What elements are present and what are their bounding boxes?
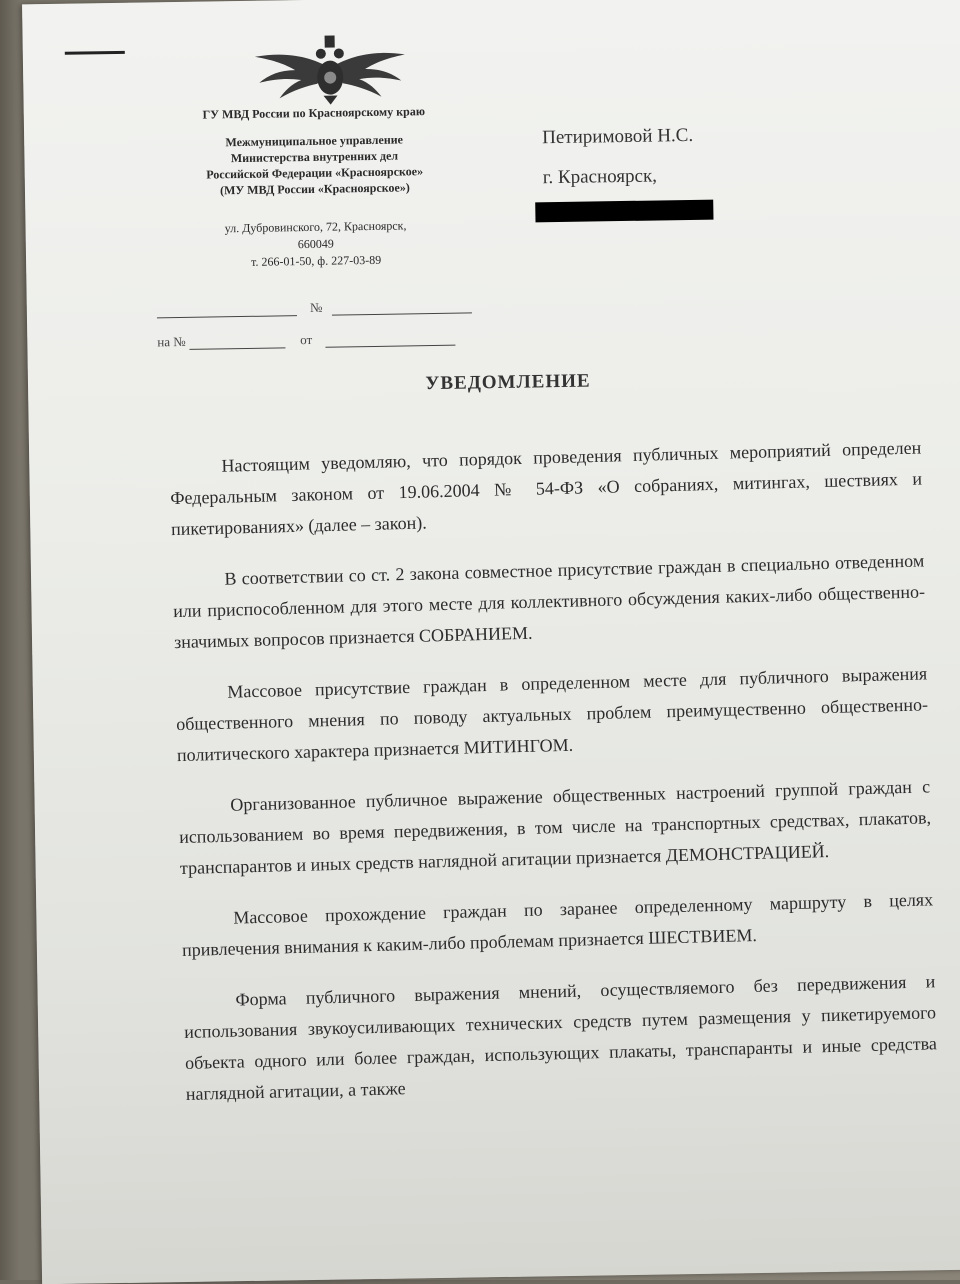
org-line: Министерства внутренних дел bbox=[230, 148, 399, 166]
paragraph: Форма публичного выражения мнений, осуществляемого без передвижения и использования звукоусиливающих технических средств путем размещения у пикетируемого объекта одного или более граждан, использующих плакаты, транспаранты и иные средства наглядной агитации, а также bbox=[184, 971, 938, 1104]
organization-name bbox=[134, 130, 495, 200]
reply-number-line bbox=[189, 333, 285, 350]
sender-address bbox=[135, 216, 496, 273]
document-title: УВЕДОМЛЕНИЕ bbox=[425, 370, 591, 395]
eagle-emblem-icon bbox=[244, 28, 415, 106]
sender-header bbox=[134, 102, 497, 273]
from-label: от bbox=[300, 331, 313, 348]
paragraph: В соответствии со ст. 2 закона совместное присутствие граждан в специально отведенном или приспособленном для этого месте для коллективного обсуждения каких-либо общественно-значимых вопросов признается СОБРАНИЕМ. bbox=[172, 550, 926, 653]
org-line: Межмуниципальное управление bbox=[225, 132, 404, 150]
number-label: № bbox=[309, 299, 323, 315]
paragraph: Массовое присутствие граждан в определенном месте для публичного выражения общественного мнения по поводу актуальных проблем преимущественно общественно-политического характера признается МИТИНГОМ. bbox=[175, 663, 929, 766]
paragraph: Массовое прохождение граждан по заранее определенному маршруту в целях привлечения внимания к каким-либо проблемам признается ШЕСТВИЕМ. bbox=[181, 889, 934, 961]
recipient-name: Петиримовой Н.С. bbox=[542, 124, 694, 149]
address-line: т. 266-01-50, ф. 227-03-89 bbox=[250, 252, 382, 269]
recipient-city: г. Красноярск, bbox=[542, 165, 658, 189]
reply-label: на № bbox=[157, 333, 186, 350]
recipient-block bbox=[542, 116, 694, 198]
reply-date-line bbox=[325, 331, 455, 348]
paragraph: Настоящим уведомляю, что порядок проведения публичных мероприятий определен Федеральным законом от 19.06.2004 № 54-ФЗ «О собраниях, митингах, шествиях и пикетированиях» (далее – закон). bbox=[170, 437, 923, 540]
address-line: ул. Дубровинского, 72, Красноярск, bbox=[224, 218, 407, 236]
org-line: Российской Федерации «Красноярское» bbox=[206, 164, 424, 182]
address-line: 660049 bbox=[297, 236, 334, 252]
ministry-line: ГУ МВД России по Красноярскому краю bbox=[202, 104, 426, 122]
margin-mark bbox=[65, 51, 125, 55]
redacted-address bbox=[535, 200, 713, 223]
document-body bbox=[169, 432, 938, 1109]
outgoing-date-line bbox=[332, 298, 472, 315]
paragraph: Организованное публичное выражение общественных настроений группой граждан с использованием во время передвижения, в том числе на транспортных средствах, плакатов, транспарантов и иных средств наглядной агитации признается ДЕМОНСТРАЦИЕЙ. bbox=[178, 776, 932, 879]
reference-fields bbox=[157, 297, 488, 356]
document-page bbox=[22, 0, 960, 1284]
outgoing-number-line bbox=[157, 301, 297, 318]
org-line: (МУ МВД России «Красноярское») bbox=[219, 180, 410, 198]
